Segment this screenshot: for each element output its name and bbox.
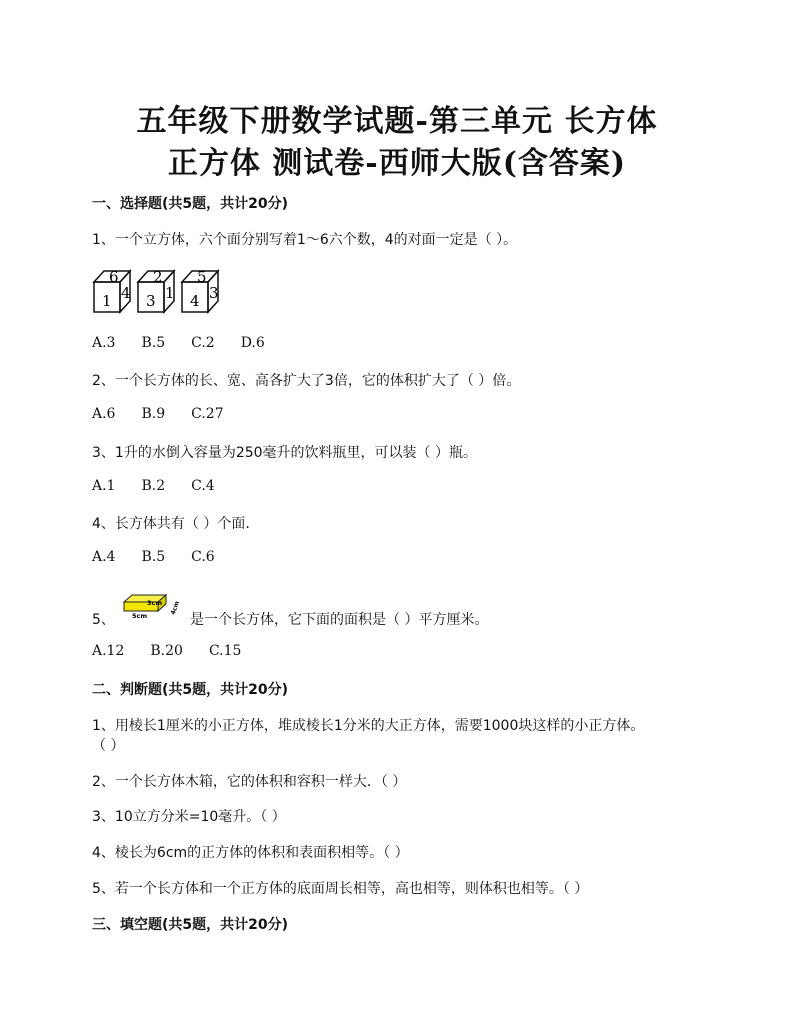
- section3-heading: 三、填空题(共5题，共计20分): [92, 917, 289, 933]
- cubes-svg: [92, 268, 232, 316]
- q5-prefix: 5、: [92, 612, 115, 628]
- judge-item-1: 1、用棱长1厘米的小正方体，堆成棱长1分米的大正方体，需要1000块这样的小正方体。: [92, 718, 645, 734]
- cube-3-front: 4: [190, 292, 200, 310]
- q2-option-c[interactable]: C.27: [191, 406, 224, 422]
- q4-option-a[interactable]: A.4: [92, 549, 116, 565]
- judge-item-2: 2、一个长方体木箱，它的体积和容积一样大．（ ）: [92, 774, 407, 790]
- q5-option-c[interactable]: C.15: [208, 643, 242, 659]
- q4-text: 4、长方体共有（ ）个面.: [92, 516, 250, 532]
- judge-item-1-blank[interactable]: （ ）: [92, 738, 125, 754]
- cuboid-svg: [120, 592, 184, 620]
- q2-option-a[interactable]: A.6: [92, 406, 116, 422]
- q1-option-b[interactable]: B.5: [141, 335, 166, 351]
- cube-2-front: 3: [146, 292, 156, 310]
- q3-options: [92, 478, 241, 494]
- q5-option-a[interactable]: A.12: [92, 643, 125, 659]
- cube-2-side: 1: [165, 284, 175, 302]
- q2-option-b[interactable]: B.9: [141, 406, 166, 422]
- cube-3-top: 5: [197, 268, 207, 286]
- cuboid-label-side: 4cm: [169, 600, 182, 616]
- q1-option-c[interactable]: C.2: [191, 335, 215, 351]
- cube-1-top: 6: [109, 268, 119, 286]
- q2-options: [92, 406, 250, 422]
- q4-options: [92, 549, 241, 565]
- section2-heading: 二、判断题(共5题，共计20分): [92, 682, 289, 698]
- cube-3-side: 3: [209, 284, 219, 302]
- q1-text: 1、一个立方体，六个面分别写着1～6六个数，4的对面一定是（ ）。: [92, 232, 518, 248]
- cuboid-label-front: 5cm: [132, 612, 148, 620]
- q5-cuboid-figure: [120, 592, 184, 624]
- judge-item-3: 3、10立方分米=10毫升。（ ）: [92, 809, 286, 825]
- q3-text: 3、1升的水倒入容量为250毫升的饮料瓶里，可以装（ ）瓶。: [92, 445, 477, 461]
- cube-1-side: 4: [121, 284, 131, 302]
- q1-cube-figure: [92, 268, 232, 316]
- judge-item-4: 4、棱长为6cm的正方体的体积和表面积相等。（ ）: [92, 845, 409, 861]
- cube-2-top: 2: [153, 268, 163, 286]
- q4-option-b[interactable]: B.5: [141, 549, 166, 565]
- cuboid-label-top: 3cm: [147, 599, 163, 607]
- q3-option-b[interactable]: B.2: [141, 478, 166, 494]
- q1-option-a[interactable]: A.3: [92, 335, 116, 351]
- q3-option-a[interactable]: A.1: [92, 478, 116, 494]
- q5-options: [92, 643, 267, 659]
- q2-text: 2、一个长方体的长、宽、高各扩大了3倍，它的体积扩大了（ ）倍。: [92, 373, 521, 389]
- judge-item-5: 5、若一个长方体和一个正方体的底面周长相等，高也相等，则体积也相等。（ ）: [92, 881, 589, 897]
- document-title-line2: 正方体 测试卷-西师大版(含答案): [167, 146, 627, 181]
- q4-option-c[interactable]: C.6: [191, 549, 215, 565]
- q5-option-b[interactable]: B.20: [150, 643, 183, 659]
- cube-1-front: 1: [102, 292, 112, 310]
- q1-option-d[interactable]: D.6: [240, 335, 265, 351]
- q1-options: [92, 335, 291, 351]
- document-title-line1: 五年级下册数学试题-第三单元 长方体: [136, 104, 658, 139]
- q3-option-c[interactable]: C.4: [191, 478, 215, 494]
- q5-text: 是一个长方体，它下面的面积是（ ）平方厘米。: [190, 612, 489, 628]
- section1-heading: 一、选择题(共5题，共计20分): [92, 196, 289, 212]
